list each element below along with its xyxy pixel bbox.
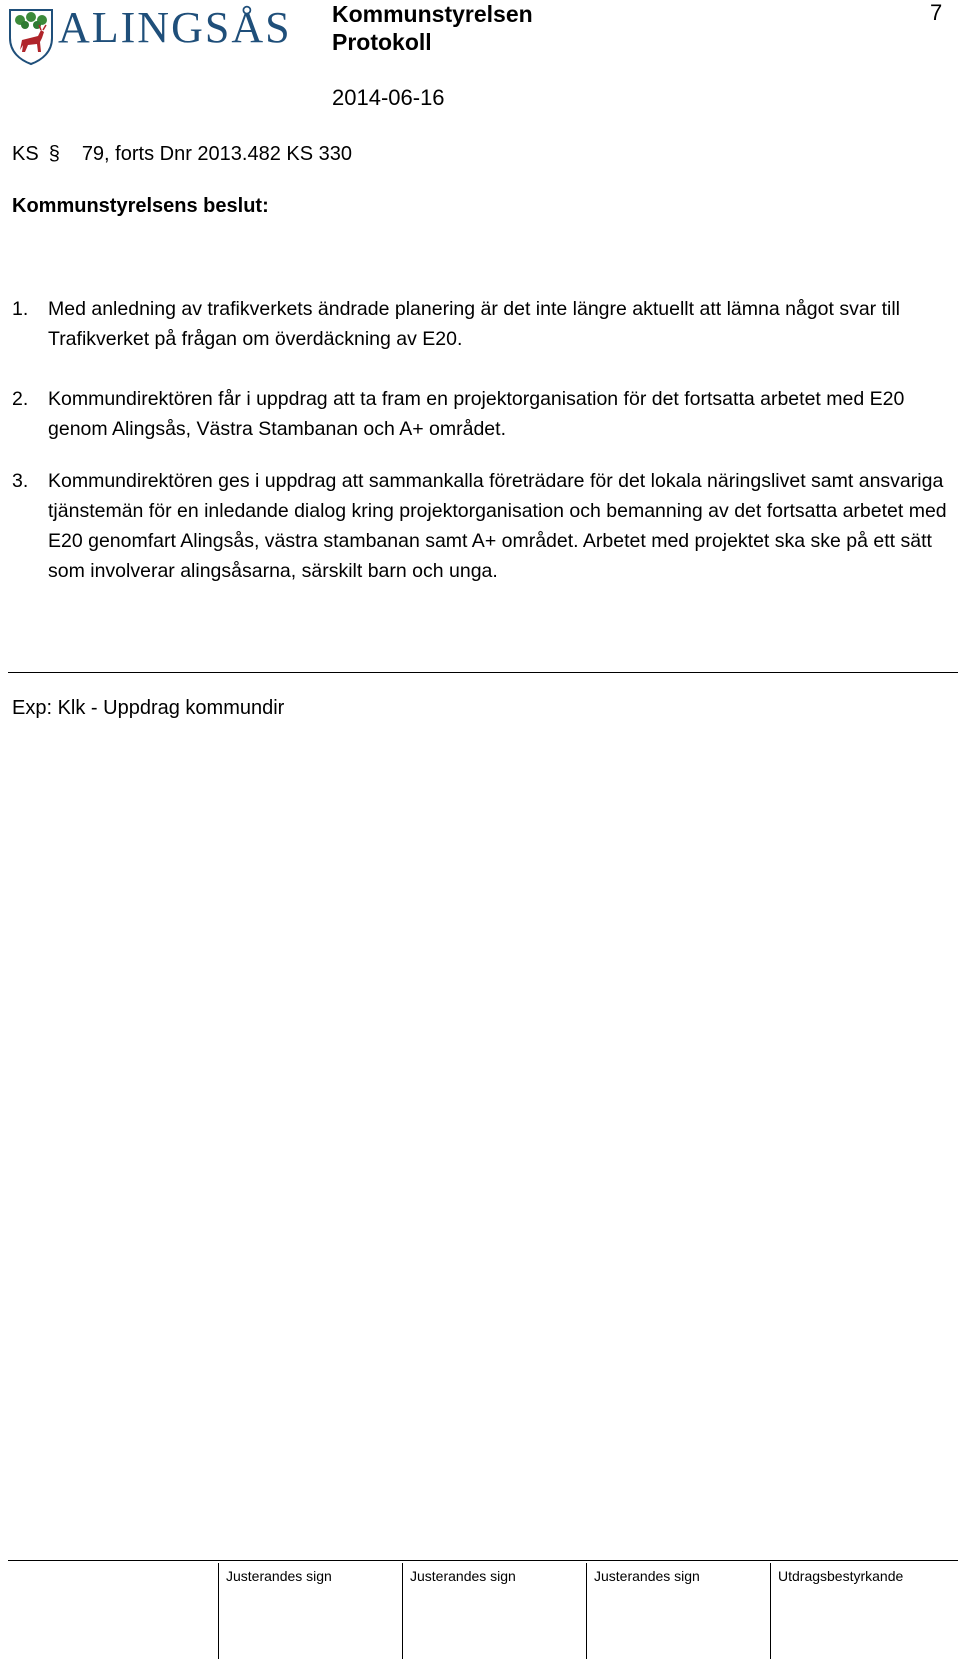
document-type: Protokoll <box>332 29 432 55</box>
logo-wordmark: ALINGSÅS <box>58 3 292 52</box>
decision-item-number: 1. <box>12 298 29 320</box>
decision-item-text: Med anledning av trafikverkets ändrade planering är det inte längre aktuellt att lämna något svar till Trafikverket på frågan om överdäckning av E20. <box>48 298 900 350</box>
organization-name: Kommunstyrelsen <box>332 1 533 27</box>
decision-item-number: 2. <box>12 388 29 410</box>
expedition-note: Exp: Klk - Uppdrag kommundir <box>12 697 285 719</box>
case-prefix: KS <box>12 143 39 165</box>
signature-label: Justerandes sign <box>226 1568 332 1584</box>
decision-item-text: Kommundirektören ges i uppdrag att sammankalla företrädare för det lokala näringslivet samt ansvariga tjänstemän för en inledande dialog kring projektorganisation och bemanning av det fortsatta arbetet med E20 genomfart Alingsås, västra stambanan samt A+ området. Arbetet med projektet ska ske på ett sätt som involverar alingsåsarna, särskilt barn och unga. <box>48 470 947 582</box>
coat-of-arms-icon <box>8 8 54 66</box>
section-sign: § <box>48 143 60 165</box>
signature-box-separator <box>402 1563 403 1659</box>
case-reference <box>12 142 352 166</box>
decision-item <box>12 294 952 354</box>
footer-divider <box>8 1560 958 1561</box>
document-date: 2014-06-16 <box>332 85 445 110</box>
signature-box-separator <box>218 1563 219 1659</box>
signature-box-separator <box>586 1563 587 1659</box>
section-divider <box>8 672 958 673</box>
case-paragraph: 79, forts Dnr 2013.482 KS 330 <box>81 143 352 165</box>
signature-label: Justerandes sign <box>410 1568 516 1584</box>
decision-heading: Kommunstyrelsens beslut: <box>12 195 269 217</box>
decision-item <box>12 466 952 586</box>
signature-label: Justerandes sign <box>594 1568 700 1584</box>
decision-item-number: 3. <box>12 470 29 492</box>
certification-label: Utdragsbestyrkande <box>778 1568 904 1584</box>
decision-item <box>12 384 952 444</box>
page-number: 7 <box>930 0 943 25</box>
decision-item-text: Kommundirektören får i uppdrag att ta fram en projektorganisation för det fortsatta arbetet med E20 genom Alingsås, Västra Stambanan och A+ området. <box>48 388 905 440</box>
signature-box-separator <box>770 1563 771 1659</box>
